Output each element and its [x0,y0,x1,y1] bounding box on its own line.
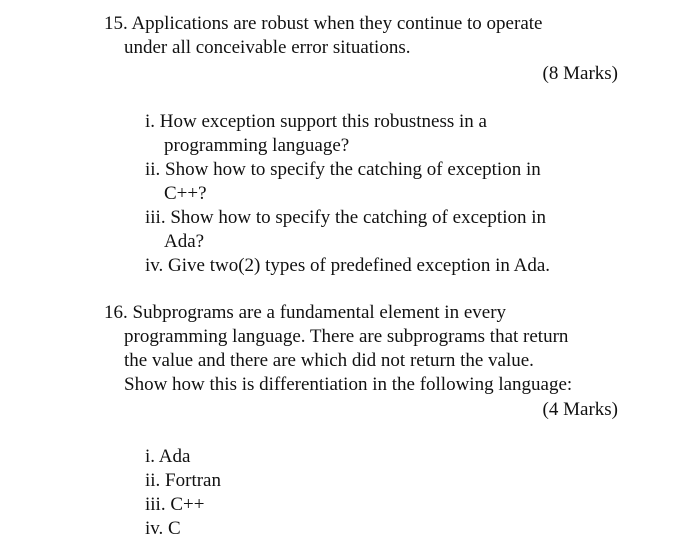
q15-sub-ii-line-1: ii. Show how to specify the catching of exception in [145,159,541,180]
question-15-marks: (8 Marks) [542,63,618,84]
q16-sub-iii: iii. C++ [145,494,205,515]
question-16-text-line-4: Show how this is differentiation in the following language: [124,374,573,395]
q16-sub-ii: ii. Fortran [145,470,221,491]
q15-sub-i-line-1: i. How exception support this robustness in a [145,111,487,132]
q16-sub-i: i. Ada [145,446,191,467]
q15-sub-iii-line-2: Ada? [164,231,205,252]
q15-sub-ii-line-2: C++? [164,183,207,204]
question-15-text-line-2: under all conceivable error situations. [124,37,411,58]
q15-sub-iii-line-1: iii. Show how to specify the catching of exception in [145,207,547,228]
question-15-text-line-1: 15. Applications are robust when they continue to operate [104,13,543,34]
question-16-text-line-1: 16. Subprograms are a fundamental element in every [104,302,507,323]
question-16-text-line-3: the value and there are which did not return the value. [124,350,534,371]
question-16-text-line-2: programming language. There are subprograms that return [124,326,569,347]
q16-sub-iv: iv. C [145,518,181,539]
q15-sub-i-line-2: programming language? [164,135,350,156]
q15-sub-iv-line-1: iv. Give two(2) types of predefined exception in Ada. [145,255,551,276]
question-16-marks: (4 Marks) [542,399,618,420]
